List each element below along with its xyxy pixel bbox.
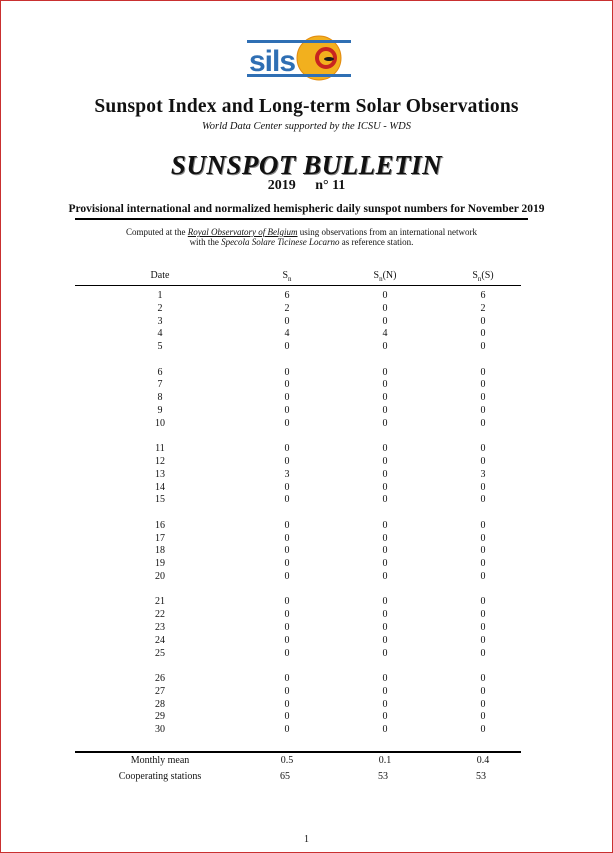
value-cell: 0 — [382, 468, 388, 480]
date-cell: 16 — [155, 519, 165, 531]
value-cell: 0 — [480, 405, 486, 416]
value-cell: 0 — [382, 545, 388, 557]
date-cell: 24 — [155, 634, 165, 646]
date-cell: 9 — [157, 405, 163, 416]
value-cell: 0 — [284, 609, 290, 621]
value-cell: 2 — [284, 302, 290, 314]
page-number: 1 — [304, 834, 309, 845]
value-cell: 2 — [480, 302, 486, 314]
date-cell: 14 — [155, 481, 165, 493]
date-cell: 8 — [157, 392, 163, 404]
date-cell: 1 — [157, 290, 163, 301]
value-cell: 0 — [480, 315, 486, 327]
date-cell: 26 — [155, 673, 165, 684]
date-cell: 17 — [155, 532, 165, 544]
date-cell: 15 — [155, 494, 165, 506]
value-cell: 0 — [382, 647, 388, 659]
value-cell: 6 — [284, 290, 290, 301]
date-cell: 3 — [157, 315, 163, 327]
date-cell: 4 — [157, 328, 163, 340]
value-cell: 0 — [382, 571, 388, 582]
value-cell: 0 — [382, 456, 388, 467]
value-cell: 0 — [480, 634, 486, 646]
date-cell: 2 — [157, 302, 163, 314]
value-cell: 0 — [480, 596, 486, 608]
value-cell: 6 — [480, 290, 486, 301]
value-cell: 0 — [284, 315, 290, 327]
value-cell: 0 — [480, 685, 486, 697]
date-cell: 10 — [155, 417, 165, 429]
computed-note — [75, 227, 528, 247]
value-cell: 0 — [382, 481, 388, 493]
header-rule — [75, 285, 521, 286]
value-cell: 0 — [284, 596, 290, 608]
value-cell: 0 — [382, 417, 388, 429]
value-cell: 0 — [284, 481, 290, 493]
value-cell: 0 — [284, 417, 290, 429]
value-cell: 0 — [382, 698, 388, 710]
value-cell: 0 — [382, 609, 388, 621]
value-cell: 0 — [284, 558, 290, 570]
value-cell: 0 — [284, 532, 290, 544]
date-cell: 30 — [155, 724, 165, 736]
value-cell: 4 — [382, 328, 388, 340]
value-cell: 0 — [480, 481, 486, 493]
column-header: $S_n$ — [282, 270, 292, 283]
date-cell: 22 — [155, 609, 165, 621]
value-cell: 0 — [480, 609, 486, 621]
value-cell: 0 — [382, 532, 388, 544]
value-cell: 0 — [480, 673, 486, 684]
value-cell: 0 — [284, 698, 290, 710]
footer-rule — [75, 751, 521, 753]
issue-line — [0, 178, 613, 194]
value-cell: 0 — [480, 392, 486, 404]
value-cell: 0 — [284, 379, 290, 391]
value-cell: 0 — [382, 392, 388, 404]
value-cell: 0 — [382, 290, 388, 301]
monthly-mean-value: 0.1 — [378, 755, 392, 766]
value-cell: 0 — [480, 558, 486, 570]
value-cell: 0 — [382, 341, 388, 353]
value-cell: 0 — [382, 724, 388, 736]
column-header: Date — [150, 270, 170, 281]
monthly-mean-label: Monthly mean — [130, 755, 190, 766]
value-cell: 0 — [480, 417, 486, 429]
value-cell: 3 — [480, 468, 486, 480]
value-cell: 0 — [480, 456, 486, 467]
value-cell: 0 — [382, 634, 388, 646]
date-cell: 29 — [155, 711, 165, 723]
value-cell: 0 — [382, 366, 388, 378]
value-cell: 0 — [382, 711, 388, 723]
value-cell: 0 — [480, 647, 486, 659]
date-cell: 25 — [155, 647, 165, 659]
date-cell: 19 — [155, 558, 165, 570]
value-cell: 0 — [480, 341, 486, 353]
value-cell: 0 — [480, 519, 486, 531]
value-cell: 0 — [284, 647, 290, 659]
value-cell: 0 — [382, 315, 388, 327]
date-cell: 11 — [155, 443, 165, 455]
value-cell: 0 — [284, 634, 290, 646]
monthly-mean-value: 0.5 — [280, 755, 294, 766]
issue-year: 2019 — [267, 178, 296, 193]
specola-name: Specola Solare Ticinese Locarno — [221, 237, 340, 247]
value-cell: 0 — [284, 685, 290, 697]
date-cell: 20 — [155, 571, 165, 582]
date-cell: 18 — [155, 545, 165, 557]
value-cell: 0 — [284, 545, 290, 557]
value-cell: 0 — [480, 545, 486, 557]
value-cell: 0 — [480, 494, 486, 506]
date-cell: 21 — [155, 596, 165, 608]
value-cell: 0 — [284, 443, 290, 455]
value-cell: 0 — [480, 711, 486, 723]
value-cell: 0 — [382, 622, 388, 633]
value-cell: 0 — [284, 673, 290, 684]
value-cell: 0 — [480, 379, 486, 391]
column-header: $S_n(N)$ — [373, 270, 397, 283]
date-cell: 5 — [157, 341, 163, 353]
computed-line-2: with the Specola Solare Ticinese Locarno as reference station. — [189, 237, 414, 247]
monthly-mean-value: 0.4 — [476, 755, 490, 766]
value-cell: 0 — [284, 341, 290, 353]
date-cell: 12 — [155, 456, 165, 467]
value-cell: 0 — [480, 328, 486, 340]
value-cell: 0 — [284, 724, 290, 736]
value-cell: 0 — [382, 673, 388, 684]
value-cell: 0 — [382, 302, 388, 314]
value-cell: 0 — [382, 558, 388, 570]
heading-rule — [75, 218, 528, 220]
value-cell: 0 — [284, 405, 290, 416]
value-cell: 0 — [284, 519, 290, 531]
svg-text:sils: sils — [249, 45, 296, 78]
value-cell: 0 — [382, 685, 388, 697]
silso-logo — [247, 34, 351, 82]
value-cell: 0 — [382, 443, 388, 455]
rob-name: Royal Observatory of Belgium — [187, 227, 298, 237]
column-header: $S_n(S)$ — [472, 270, 494, 283]
value-cell: 0 — [284, 392, 290, 404]
value-cell: 0 — [480, 571, 486, 582]
value-cell: 0 — [284, 711, 290, 723]
bulletin-title: SUNSPOT BULLETIN — [170, 150, 443, 180]
value-cell: 0 — [480, 698, 486, 710]
date-cell: 28 — [155, 698, 165, 710]
date-cell: 6 — [157, 366, 163, 378]
value-cell: 0 — [284, 366, 290, 378]
date-cell: 23 — [155, 622, 165, 633]
table-heading: Provisional international and normalized hemispheric daily sunspot numbers for November 2019 — [68, 203, 545, 215]
value-cell: 0 — [284, 456, 290, 467]
value-cell: 0 — [284, 571, 290, 582]
issue-number: n° 11 — [315, 178, 346, 193]
value-cell: 0 — [382, 379, 388, 391]
date-cell: 13 — [155, 468, 165, 480]
value-cell: 0 — [284, 494, 290, 506]
page-subtitle: World Data Center supported by the ICSU - WDS — [201, 121, 411, 132]
value-cell: 0 — [480, 443, 486, 455]
value-cell: 3 — [284, 468, 290, 480]
value-cell: 0 — [480, 532, 486, 544]
value-cell: 0 — [480, 724, 486, 736]
value-cell: 0 — [284, 622, 290, 633]
computed-line-1: Computed at the Royal Observatory of Belgium using observations from an international network — [126, 227, 477, 237]
stations-value: 53 — [378, 771, 388, 782]
page-title: Sunspot Index and Long-term Solar Observations — [94, 96, 519, 117]
value-cell: 0 — [382, 405, 388, 416]
stations-value: 65 — [280, 771, 290, 782]
value-cell: 0 — [480, 622, 486, 633]
value-cell: 0 — [480, 366, 486, 378]
stations-value: 53 — [476, 771, 486, 782]
value-cell: 0 — [382, 494, 388, 506]
date-cell: 7 — [157, 379, 163, 391]
stations-label: Cooperating stations — [118, 771, 202, 782]
value-cell: 4 — [284, 328, 290, 340]
value-cell: 0 — [382, 596, 388, 608]
date-cell: 27 — [155, 685, 165, 697]
value-cell: 0 — [382, 519, 388, 531]
